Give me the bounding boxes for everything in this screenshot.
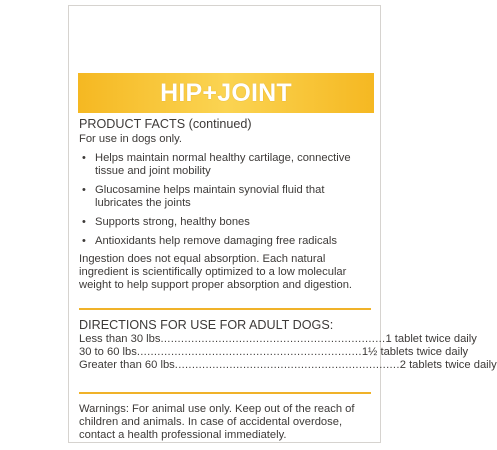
- list-item-text: Antioxidants help remove damaging free radicals: [95, 235, 337, 247]
- dosage-row: [79, 359, 497, 372]
- dosage-amount: 1½ tablets twice daily: [361, 346, 469, 358]
- list-item: [79, 235, 371, 248]
- list-item: [79, 152, 371, 178]
- banner-title: HIP+JOINT: [160, 78, 292, 107]
- section-divider: [79, 308, 371, 310]
- dot-leader: ..................................................................: [160, 333, 386, 345]
- product-facts-heading: PRODUCT FACTS (continued): [79, 117, 252, 131]
- bullet-icon: •: [82, 184, 86, 196]
- absorption-paragraph: Ingestion does not equal absorption. Each natural ingredient is scientifically optimized to a low molecular weight to help support proper absorption and digestion.: [79, 253, 353, 291]
- section-divider: [79, 392, 371, 394]
- dosage-weight: 30 to 60 lbs: [79, 346, 137, 358]
- bullet-icon: •: [82, 216, 86, 228]
- directions-heading: DIRECTIONS FOR USE FOR ADULT DOGS:: [79, 318, 334, 332]
- dot-leader: ..................................................................: [136, 346, 362, 358]
- product-facts-intro: For use in dogs only.: [79, 133, 183, 145]
- warnings-text: Warnings: For animal use only. Keep out of the reach of children and animals. In case of accidental overdose, contact a health professional immediately.: [79, 403, 355, 441]
- list-item: [79, 216, 371, 229]
- dot-leader: ..................................................................: [174, 359, 400, 371]
- list-item-text: Glucosamine helps maintain synovial fluid that lubricates the joints: [95, 184, 325, 209]
- list-item-text: Supports strong, healthy bones: [95, 216, 250, 228]
- benefits-list: [79, 152, 371, 248]
- dosage-weight: Greater than 60 lbs: [79, 359, 175, 371]
- dosage-amount: 1 tablet twice daily: [385, 333, 477, 345]
- dosage-amount: 2 tablets twice daily: [399, 359, 497, 371]
- dosage-row: [79, 333, 477, 346]
- label-panel: [68, 5, 497, 443]
- list-item-text: Helps maintain normal healthy cartilage, connective tissue and joint mobility: [95, 152, 351, 177]
- label-content: [79, 113, 497, 442]
- bullet-icon: •: [82, 152, 86, 164]
- dosage-row: [79, 346, 469, 359]
- dosage-weight: Less than 30 lbs: [79, 333, 161, 345]
- list-item: [79, 184, 371, 210]
- bullet-icon: •: [82, 235, 86, 247]
- product-banner: [78, 73, 374, 113]
